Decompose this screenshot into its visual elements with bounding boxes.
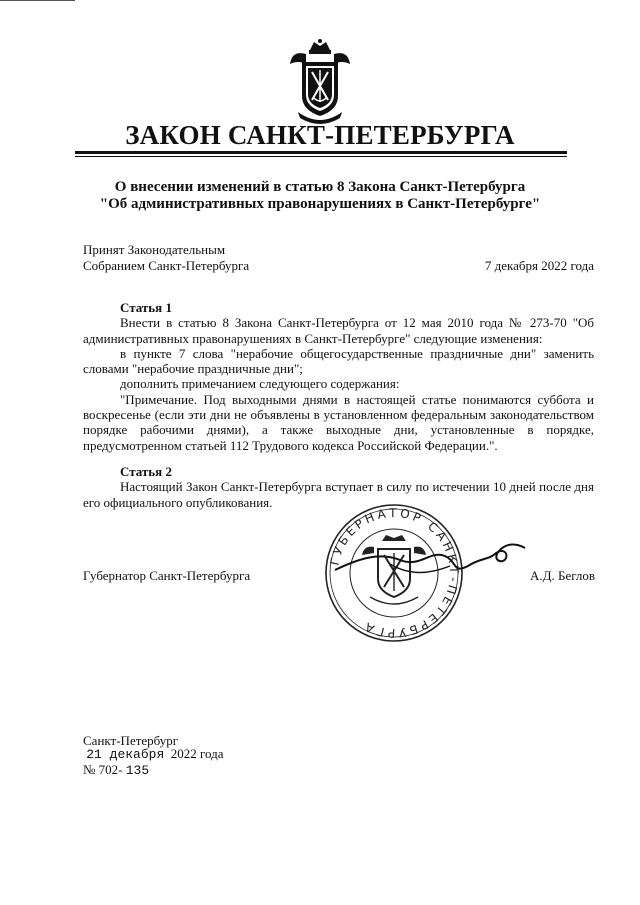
article-2-paragraph-1: Настоящий Закон Санкт-Петербурга вступает в силу по истечении 10 дней после дня его официального опубликования. [83, 479, 594, 510]
article-1 [83, 300, 594, 453]
article-1-paragraph-3: дополнить примечанием следующего содержания: [120, 376, 400, 392]
top-edge-line [0, 0, 75, 1]
signing-day-month: 21 декабря [86, 747, 165, 762]
title-rule-thin [75, 156, 567, 157]
subtitle-line-1: О внесении изменений в статью 8 Закона Санкт-Петербурга [114, 179, 526, 195]
adoption-line-1: Принят Законодательным [83, 242, 226, 257]
title-rule-thick [75, 151, 567, 154]
law-title: ЗАКОН САНКТ-ПЕТЕРБУРГА [125, 120, 515, 150]
governor-title: Губернатор Санкт-Петербурга [83, 568, 251, 583]
governor-name: А.Д. Беглов [530, 568, 596, 583]
adoption-date: 7 декабря 2022 года [484, 258, 594, 273]
article-1-heading: Статья 1 [120, 300, 172, 315]
law-number [83, 762, 149, 778]
law-number-handwritten: 135 [125, 763, 150, 778]
subtitle-line-2: "Об административных правонарушениях в Санкт-Петербурге" [99, 196, 541, 212]
article-1-paragraph-2: в пункте 7 слова "нерабочие общегосударственные праздничные дни" заменить словами "нерабочие праздничные дни"; [83, 345, 594, 377]
handwritten-signature-icon [330, 530, 530, 590]
article-1-paragraph-4: "Примечание. Под выходными днями в настоящей статье понимаются суббота и воскресенье (если эти дни не объявлены в установленном федеральным законодательством порядке рабочими днями), а также выходные дни, установленные в порядке, предусмотренном статьей 112 Трудового кодекса Российской Федерации.". [83, 391, 594, 453]
signing-year: 2022 года [170, 746, 224, 761]
coat-of-arms-icon [288, 38, 352, 128]
article-1-paragraph-1: Внести в статью 8 Закона Санкт-Петербурга от 12 мая 2010 года № 273-70 "Об административных правонарушениях в Санкт-Петербурге" следующие изменения: [83, 315, 594, 346]
signing-date [83, 746, 224, 762]
article-2-heading: Статья 2 [120, 464, 172, 479]
adoption-block [83, 242, 249, 274]
signing-place: Санкт-Петербург [83, 733, 179, 748]
svg-text:ГУБЕРНАТОР САНКТ-ПЕТЕРБУРГА: ГУБЕРНАТОР САНКТ-ПЕТЕРБУРГА [327, 505, 462, 641]
adoption-line-2: Собранием Санкт-Петербурга [83, 258, 250, 273]
law-number-prefix: № 702- [83, 762, 123, 777]
